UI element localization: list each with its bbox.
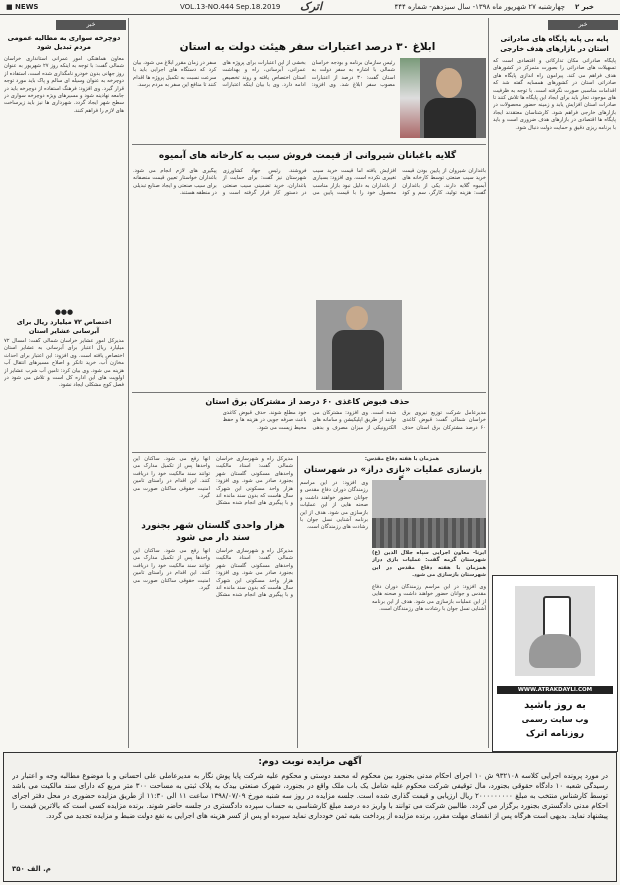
column-divider (488, 18, 489, 748)
story4-caption: ایرنا- معاون اجرایی سپاه جلال الدین (ع) شهرستان گرمه گفت: عملیات بازی دراز همزمان با هفته دفاع مقدس در این شهرستان بازسازی می شود. (372, 550, 486, 579)
story2-headline: گلایه باغبانان شیروانی از قیمت فروش سیب به کارخانه های آبمیوه (158, 151, 457, 161)
person-body (424, 98, 476, 138)
date-label: چهارشنبه ۲۷ شهریور ماه ۱۳۹۸- سال سیزدهم- شماره ۴۴۴ (394, 3, 565, 11)
ad-line1: به روز باشید (524, 700, 586, 711)
ad-figure (515, 586, 595, 676)
left-subhead: اختصاص ۷۲ میلیارد ریال برای آبرسانی عشایر استان (16, 318, 112, 335)
story2-body: باغداران شیروان از پایین بودن قیمت خرید سیب صنعتی توسط کارخانه های آبمیوه گلایه دارند. یکی از باغداران گفت: هزینه تولید، کارگر، سم و کود افزایش یافته اما قیمت خرید سیب تغییری نکرده است. وی افزود: بسیاری از باغداران به دلیل نبود بازار مناسب محصول خود را با قیمت پایین می فروشند. رئیس جهاد کشاورزی شهرستان نیز گفت: برای حمایت از باغداران، خرید تضمینی سیب صنعتی در دستور کار قرار گرفته است و پیگیری های لازم انجام می شود. باغداران خواستار تعیین قیمت منصفانه برای سیب صنعتی و ایجاد صنایع تبدیلی در منطقه هستند. (133, 168, 486, 197)
person-head (346, 306, 368, 330)
story5-headline: هزار واحدی گلستان شهر بجنورد سند دار می شود (141, 521, 285, 543)
story-divider (132, 144, 486, 145)
story-divider (132, 392, 486, 393)
person-head (436, 68, 462, 98)
flag-graphic (400, 58, 420, 138)
left-column (2, 16, 126, 751)
right-headline: پایه بی پایه پایگاه های صادراتی استان در بازارهای هدف خارجی (500, 35, 609, 53)
ad-block (492, 575, 618, 752)
auction-title: آگهی مزایده نوبت دوم: (258, 757, 362, 767)
crowd-graphic (372, 518, 486, 548)
story4-photo (372, 480, 486, 548)
auction-footer: م. الف ۳۵۰ (12, 865, 51, 873)
story5-body: مدیرکل راه و شهرسازی خراسان شمالی گفت: اسناد مالکیت واحدهای مسکونی گلستان شهر بجنورد صادر می شود. وی افزود: هزار واحد مسکونی این شهرک سال هاست که بدون سند مانده اند و با پیگیری های انجام شده مشکل آنها رفع می شود. ساکنان این واحدها پس از تکمیل مدارک می توانند سند مالکیت خود را دریافت کنند. این اقدام در راستای تامین امنیت حقوقی ساکنان صورت می گیرد. (133, 548, 293, 599)
top-strip (0, 0, 620, 15)
ad-line2: وب سایت رسمی (521, 715, 589, 724)
story-divider (132, 452, 486, 453)
right-body: پایگاه صادراتی مکان تدارکاتی و اقتصادی است که تسهیلات های صادراتی را بصورت متمرکز در کشورهای هدف فراهم می کند. پیرامون راه اندازی پایگاه های صادراتی استان در کشورهای همسایه گفته شد که اقدامات مناسبی صورت نگرفته است. با توجه به ظرفیت های موجود، تجار باید برای ایجاد این پایگاه ها تلاش کنند تا صادرات استان افزایش یابد و زمینه حضور محصولات در بازارهای خارجی فراهم شود. کارشناسان معتقدند ایجاد پایگاه ها اقتصادی در بازارهای هدف ضروری است و باید با برنامه ریزی دقیق و حمایت دولت دنبال شود. (493, 58, 616, 131)
ad-site[interactable]: WWW.ATRAKDAYLI.COM (497, 686, 613, 694)
sky-graphic (372, 480, 486, 518)
story5-top-body: مدیرکل راه و شهرسازی خراسان شمالی گفت: اسناد مالکیت واحدهای مسکونی گلستان شهر بجنورد صادر می شود. وی افزود: هزار واحد مسکونی این شهرک سال هاست که بدون سند مانده اند و با پیگیری های انجام شده مشکل آنها رفع می شود. ساکنان این واحدها پس از تکمیل مدارک می توانند سند مالکیت خود را دریافت کنند. این اقدام در راستای تامین امنیت حقوقی ساکنان صورت می گیرد. (133, 456, 293, 507)
masthead-logo: اترک (300, 0, 323, 13)
auction-notice (3, 752, 617, 882)
column-divider (297, 456, 298, 748)
bullet-separator: ●●● (54, 308, 74, 316)
story4-body: وی افزود: در این مراسم رزمندگان دوران دفاع مقدس و جوانان حضور خواهند داشت و صحنه هایی از این عملیات بازسازی می شود. هدف از این برنامه آشنایی نسل جوان با رشادت های رزمندگان است. (300, 480, 368, 531)
auction-body: در مورد پرونده اجرایی کلاسه ۹۳۲۱۰۸ ش ۱۰ اجرای احکام مدنی بجنورد بین محکوم له محمد دوستی و محکوم علیه شرکت پایا پوش نگار به مدیرعاملی علی احسانی و با موضوع مطالبه وجه و اعتبار در رسیدگی شعبه ۱۰ دادگاه حقوقی بجنورد، مال توقیفی شرکت محکوم علیه شامل یک باب ملک واقع در بجنورد، شهرک صنعتی بیدک به پلاک ثبتی به مساحت ۳۰۰ متر مربع که دارای سند مالکیت می باشد توسط کارشناس منتخب به مبلغ ۲۰۰۰۰۰۰۰۰۰ ریال ارزیابی و قیمت گذاری شده است. جلسه مزایده در روز سه شنبه مورخ ۱۳۹۸/۰۷/۰۹ ساعت ۱۱ الی ۱۱:۳۰ از طریق مزایده حضوری در محل دفتر اجرای احکام مدنی دادگستری بجنورد برگزار می گردد. طالبین شرکت می توانند با واریز ده درصد مبلغ کارشناسی به حساب سپرده دادگستری در جلسه حاضر شوند. برنده مزایده کسی است که بالاترین قیمت را پیشنهاد نماید. بدیهی است هرگاه پس از انقضای مهلت مقرر، برنده مزایده از پرداخت بقیه ثمن خودداری نماید سپرده او پس از کسر هزینه های اجرایی به نفع دولت ضبط و مزایده تجدید می گردد. (12, 772, 608, 820)
news-label: ■ NEWS (6, 3, 39, 11)
column-divider (128, 18, 129, 748)
mid-box-body: مدیرعامل شرکت توزیع نیروی برق خراسان شمالی گفت: قبوض کاغذی ۶۰ درصد مشترکان برق استان حذف شده است. وی افزود: مشترکان می توانند از طریق اپلیکیشن و سامانه های الکترونیکی از میزان مصرف و بدهی خود مطلع شوند. حذف قبوض کاغذی باعث صرفه جویی در هزینه ها و حفظ محیط زیست می شود. (222, 410, 486, 431)
left-headline: دوچرخه سواری به مطالبه عمومی مردم تبدیل شود (7, 34, 121, 51)
left-body: معاون هماهنگی امور عمرانی استانداری خراسان شمالی گفت: با توجه به اینکه روز ۲۷ شهریور به عنوان روز جهانی بدون خودرو نامگذاری شده است، استفاده از دوچرخه به عنوان وسیله ای سالم و پاک باید مورد توجه قرار گیرد. وی افزود: فرهنگ استفاده از دوچرخه باید در جامعه نهادینه شود و مسیرهای ویژه دوچرخه سواری در سطح شهر ایجاد گردد. شهرداری ها نیز باید زیرساخت های لازم را فراهم کنند. (4, 56, 124, 114)
section-tag: خبر (56, 20, 126, 30)
person-body (332, 330, 384, 390)
section-tag: خبر (548, 20, 618, 30)
mid-box-headline: حذف قبوض کاغذی ۶۰ درصد از مشترکان برق استان (205, 397, 410, 406)
story4-headline: بازسازی عملیات «بازی دراز» در شهرستان (303, 465, 483, 475)
story4-body-extra: وی افزود: در این مراسم رزمندگان دوران دفاع مقدس و جوانان حضور خواهند داشت و صحنه هایی از این عملیات بازسازی می شود. هدف از این برنامه آشنایی نسل جوان با رشادت های رزمندگان است. (372, 584, 486, 613)
top-story-headline: ابلاغ ۳۰ درصد اعتبارات سفر هیئت دولت به استان (179, 41, 436, 53)
ad-line3: روزنامه اترک (525, 729, 585, 739)
top-story-body: رئیس سازمان برنامه و بودجه خراسان شمالی با اشاره به سفر دولت به استان گفت: ۳۰ درصد از اعتبارات مصوب سفر ابلاغ شد. وی افزود: بخشی از این اعتبارات برای پروژه های عمرانی، آبرسانی، راه و بهداشت استان اختصاص یافته و روند تخصیص ادامه دارد. وی با بیان اینکه اعتبارات سفر در زمان مقرر ابلاغ می شود، بیان کرد که دستگاه های اجرایی باید با سرعت نسبت به تکمیل پروژه ها اقدام کنند تا منافع این سفر به مردم برسد. (133, 60, 395, 89)
hand-icon (529, 634, 581, 668)
story2-photo (316, 300, 402, 390)
story4-kicker: همزمان با هفته دفاع مقدس: (364, 456, 440, 462)
top-story-photo (400, 58, 486, 138)
left-body2: مدیرکل امور عشایر خراسان شمالی گفت: امسال ۷۲ میلیارد ریال اعتبار برای آبرسانی به عشایر استان اختصاص یافته است. وی افزود: این اعتبار برای احداث مخازن آب، خرید تانکر و اصلاح مسیرهای انتقال آب هزینه می شود. وی بیان کرد: تامین آب شرب عشایر از اولویت های این اداره کل است و تلاش می شود در فصل کوچ مشکلی ایجاد نشود. (4, 338, 124, 389)
issue-label: VOL.13-NO.444 Sep.18.2019 (180, 3, 281, 11)
page-label: خبر ۲ (575, 3, 594, 11)
